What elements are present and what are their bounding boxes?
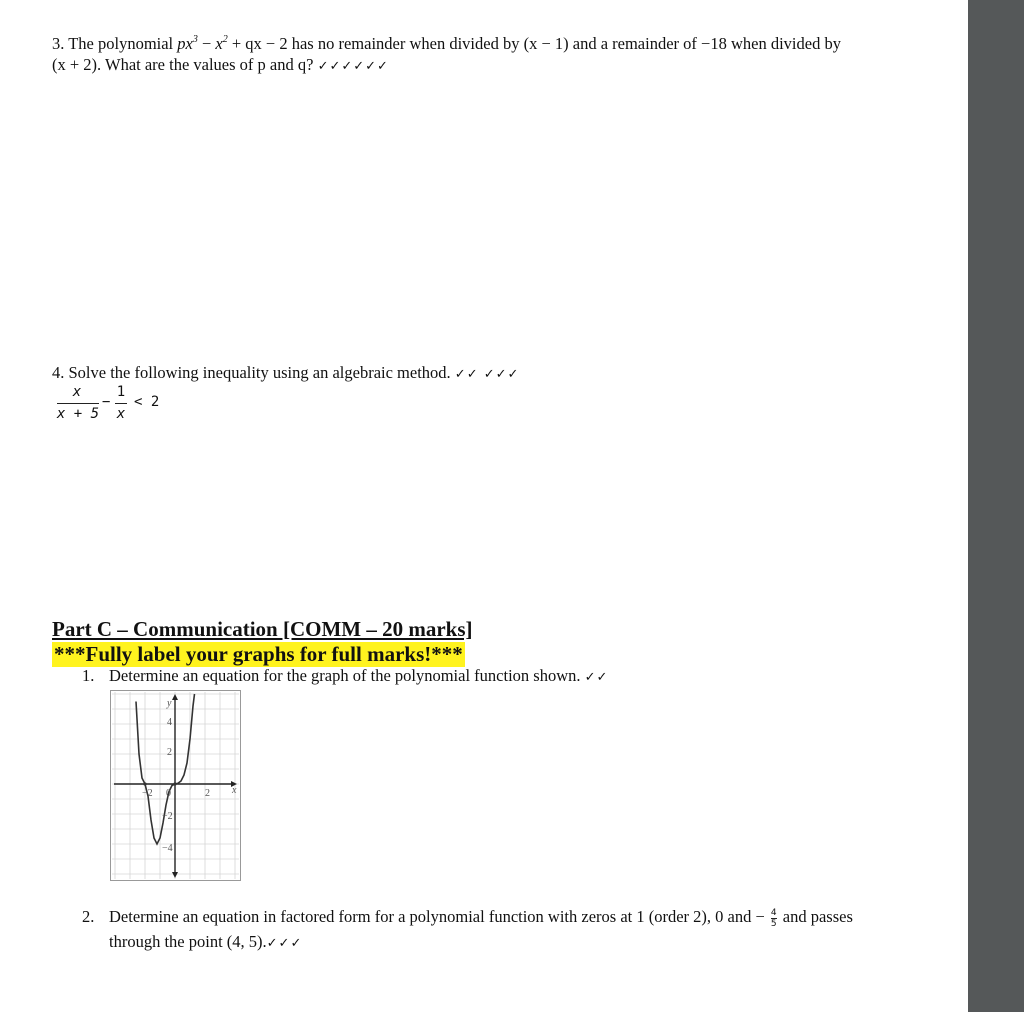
term-x-squared: $x^2$ bbox=[215, 34, 228, 53]
question-3-checkmarks: ✓✓✓✓✓✓ bbox=[317, 59, 389, 74]
tick-label-origin: 0 bbox=[166, 788, 171, 799]
fraction-1-bar bbox=[57, 403, 99, 404]
tick-label-x-neg2: −2 bbox=[142, 788, 153, 799]
fraction-1-denominator: x + 5 bbox=[56, 406, 100, 422]
inequality-rhs: < 2 bbox=[134, 394, 160, 410]
part-c-item-2-line-2 bbox=[109, 930, 302, 956]
polynomial-graph bbox=[110, 690, 241, 881]
tick-label-x2: 2 bbox=[205, 788, 210, 799]
tick-label-y-neg4: −4 bbox=[162, 843, 173, 854]
fraction-four-fifths: $\frac{4}{5}$ bbox=[770, 907, 777, 929]
tick-label-y2: 2 bbox=[167, 747, 172, 758]
part-c-highlight-note: ***Fully label your graphs for full marks!*** bbox=[54, 642, 463, 666]
part-c-item-2-checkmarks: ✓✓✓ bbox=[266, 936, 303, 951]
question-3-number: 3. bbox=[52, 34, 65, 53]
zero-point-marker bbox=[143, 782, 146, 785]
tick-label-y-neg2: −2 bbox=[162, 811, 173, 822]
part-c-item-2-text-a: Determine an equation in factored form for a polynomial function with zeros at 1 (order 2), 0 and − bbox=[109, 907, 765, 926]
tick-label-y4: 4 bbox=[167, 717, 172, 728]
term-px: $px^3$ bbox=[177, 34, 198, 53]
part-c-item-1-number: 1. bbox=[82, 666, 95, 685]
x-axis-label: x bbox=[232, 785, 237, 796]
question-3 bbox=[52, 33, 841, 54]
zero-point-marker bbox=[173, 782, 176, 785]
part-c-heading: Part C – Communication [COMM – 20 marks] bbox=[52, 617, 473, 641]
part-c-item-2-number: 2. bbox=[82, 907, 95, 926]
viewer-side-panel bbox=[968, 0, 1024, 1012]
question-3-text-a: The polynomial bbox=[68, 34, 174, 53]
question-3-text-b: + qx − 2 has no remainder when divided by (x − 1) and a remainder of −18 when divided by bbox=[231, 34, 841, 53]
part-c-item-1-text: Determine an equation for the graph of the polynomial function shown. bbox=[109, 666, 581, 685]
part-c-item-2-line2-text: through the point (4, 5). bbox=[109, 932, 267, 951]
question-4 bbox=[52, 362, 519, 385]
part-c-item-2 bbox=[109, 905, 853, 929]
part-c-item-2-text-b: and passes bbox=[782, 907, 853, 926]
part-c-item-1 bbox=[109, 664, 608, 690]
fraction-2-denominator: x bbox=[116, 406, 126, 422]
question-4-text: Solve the following inequality using an algebraic method. bbox=[68, 363, 451, 382]
minus-sign: − bbox=[201, 34, 212, 53]
question-3-line-2 bbox=[52, 54, 389, 77]
fraction-1-numerator: x bbox=[72, 384, 82, 400]
question-4-number: 4. bbox=[52, 363, 65, 382]
question-4-checkmarks: ✓✓ ✓✓✓ bbox=[454, 367, 520, 382]
question-3-line2-text: (x + 2). What are the values of p and q? bbox=[52, 55, 314, 74]
inequality-minus: − bbox=[102, 394, 111, 410]
fraction-2-bar bbox=[115, 403, 127, 404]
fraction-2-numerator: 1 bbox=[116, 384, 126, 400]
inequality bbox=[55, 384, 165, 424]
part-c-item-1-checkmarks: ✓✓ bbox=[584, 670, 609, 685]
y-axis-label: y bbox=[167, 698, 172, 709]
